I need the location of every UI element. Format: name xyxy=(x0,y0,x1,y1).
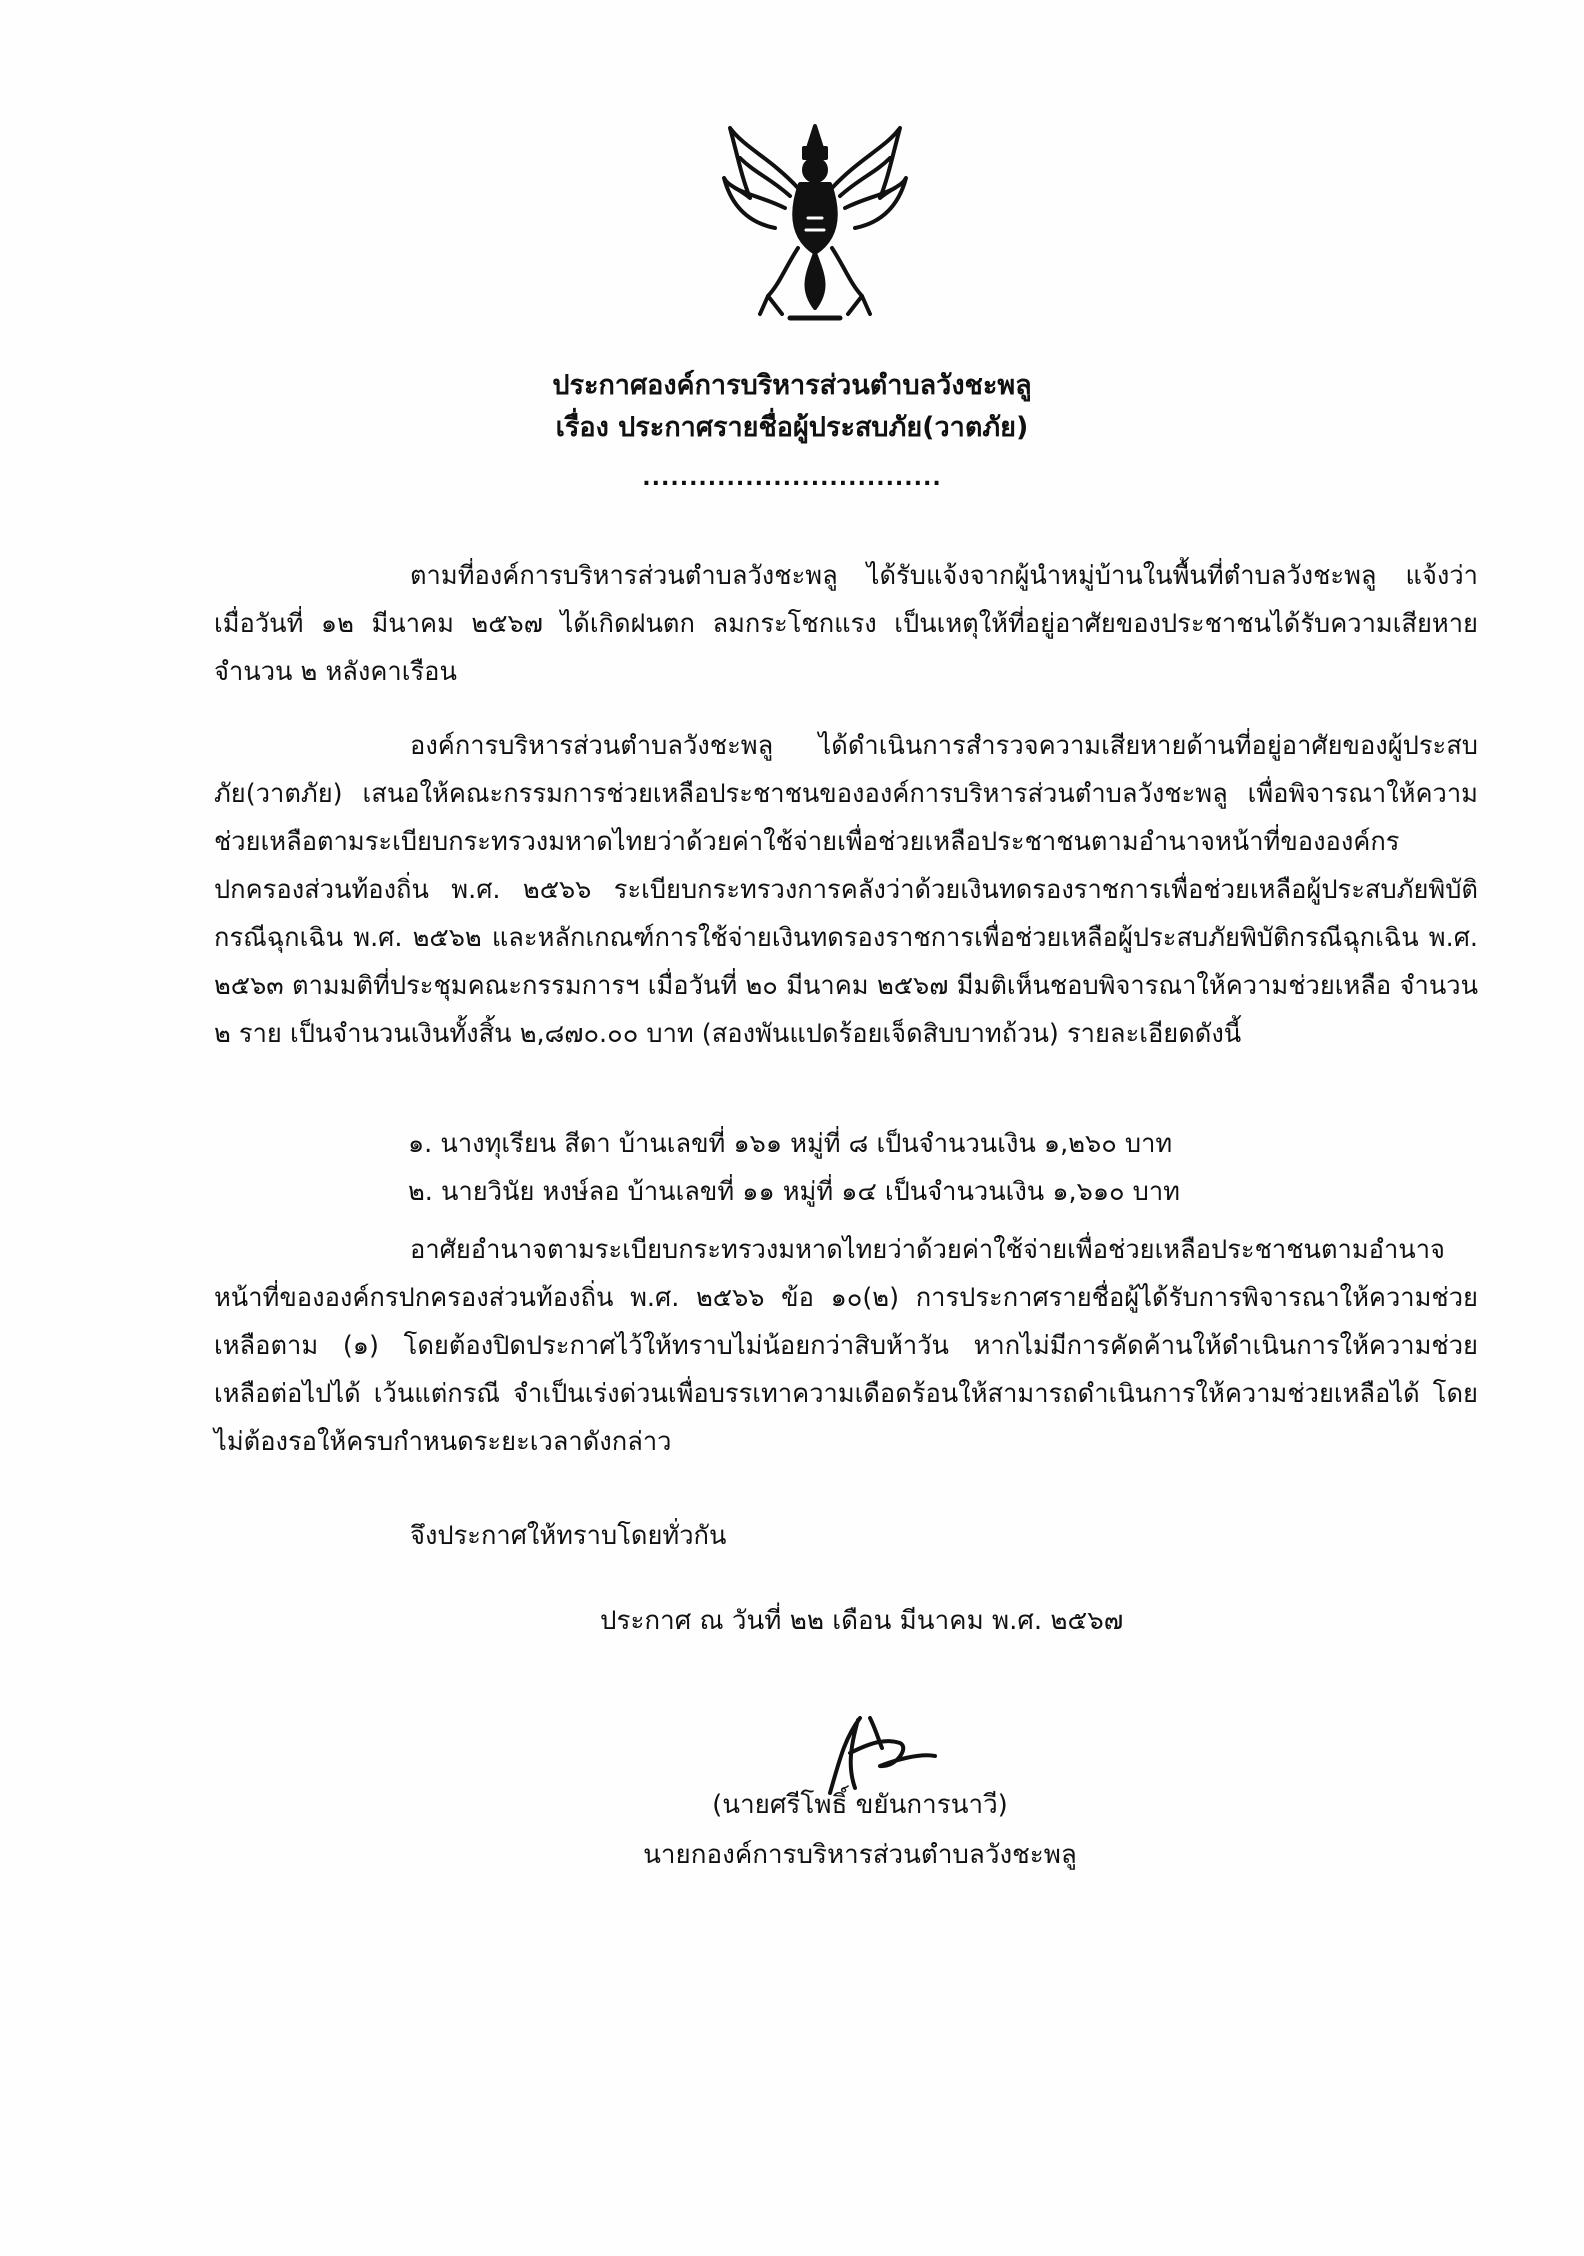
paragraph-3 xyxy=(214,1226,1478,1466)
paragraph-2 xyxy=(214,722,1478,1058)
announcement-date: ประกาศ ณ วันที่ ๒๒ เดือน มีนาคม พ.ศ. ๒๕๖๗ xyxy=(600,1606,1124,1636)
paragraph-1-text: ตามที่องค์การบริหารส่วนตำบลวังชะพลู ได้รับแจ้งจากผู้นำหมู่บ้านในพื้นที่ตำบลวังชะพลู แจ้งว่า เมื่อวันที่ ๑๒ มีนาคม ๒๕๖๗ ได้เกิดฝนตก ลมกระโชกแรง เป็นเหตุให้ที่อยู่อาศัยของประชาชนได้รับความเสียหาย จำนวน ๒ หลังคาเรือน xyxy=(214,561,1478,687)
signatory-name: (นายศรีโพธิ์ ขยันการนาวี) xyxy=(712,1790,1008,1820)
paragraph-3-text: อาศัยอำนาจตามระเบียบกระทรวงมหาดไทยว่าด้วยค่าใช้จ่ายเพื่อช่วยเหลือประชาชนตามอำนาจหน้าที่ขององค์กรปกครองส่วนท้องถิ่น พ.ศ. ๒๕๖๖ ข้อ ๑๐(๒) การประกาศรายชื่อผู้ได้รับการพิจารณาให้ความช่วยเหลือตาม (๑) โดยต้องปิดประกาศไว้ให้ทราบไม่น้อยกว่าสิบห้าวัน หากไม่มีการคัดค้านให้ดำเนินการให้ความช่วยเหลือต่อไปได้ เว้นแต่กรณี จำเป็นเร่งด่วนเพื่อบรรเทาความเดือดร้อนให้สามารถดำเนินการให้ความช่วยเหลือได้ โดยไม่ต้องรอให้ครบกำหนดระยะเวลาดังกล่าว xyxy=(214,1235,1478,1457)
garuda-emblem-icon xyxy=(720,118,910,328)
announcement-subject: เรื่อง ประกาศรายชื่อผู้ประสบภัย(วาตภัย) xyxy=(555,412,1029,443)
paragraph-4-text: จึงประกาศให้ทราบโดยทั่วกัน xyxy=(410,1521,727,1551)
announcement-title: ประกาศองค์การบริหารส่วนตำบลวังชะพลู xyxy=(552,370,1032,401)
signatory-position: นายกองค์การบริหารส่วนตำบลวังชะพลู xyxy=(643,1840,1077,1870)
list-item: ๒. นายวินัย หงษ์ลอ บ้านเลขที่ ๑๑ หมู่ที่ ๑๔ เป็นจำนวนเงิน ๑,๖๑๐ บาท xyxy=(408,1177,1180,1207)
paragraph-4 xyxy=(214,1512,1478,1560)
title-divider: ................................ xyxy=(642,466,942,491)
paragraph-2-text: องค์การบริหารส่วนตำบลวังชะพลู ได้ดำเนินการสำรวจความเสียหายด้านที่อยู่อาศัยของผู้ประสบภัย(วาตภัย) เสนอให้คณะกรรมการช่วยเหลือประชาชนขององค์การบริหารส่วนตำบลวังชะพลู เพื่อพิจารณาให้ความช่วยเหลือตามระเบียบกระทรวงมหาดไทยว่าด้วยค่าใช้จ่ายเพื่อช่วยเหลือประชาชนตามอำนาจหน้าที่ขององค์กรปกครองส่วนท้องถิ่น พ.ศ. ๒๕๖๖ ระเบียบกระทรวงการคลังว่าด้วยเงินทดรองราชการเพื่อช่วยเหลือผู้ประสบภัยพิบัติกรณีฉุกเฉิน พ.ศ. ๒๕๖๒ และหลักเกณฑ์การใช้จ่ายเงินทดรองราชการเพื่อช่วยเหลือผู้ประสบภัยพิบัติกรณีฉุกเฉิน พ.ศ. ๒๕๖๓ ตามมติที่ประชุมคณะกรรมการฯ เมื่อวันที่ ๒๐ มีนาคม ๒๕๖๗ มีมติเห็นชอบพิจารณาให้ความช่วยเหลือ จำนวน ๒ ราย เป็นจำนวนเงินทั้งสิ้น ๒,๘๗๐.๐๐ บาท (สองพันแปดร้อยเจ็ดสิบบาทถ้วน) รายละเอียดดังนี้ xyxy=(214,731,1478,1049)
list-item: ๑. นางทุเรียน สีดา บ้านเลขที่ ๑๖๑ หมู่ที่ ๘ เป็นจำนวนเงิน ๑,๒๖๐ บาท xyxy=(408,1129,1173,1159)
paragraph-1 xyxy=(214,552,1478,696)
signatory-block xyxy=(600,1780,1120,1880)
